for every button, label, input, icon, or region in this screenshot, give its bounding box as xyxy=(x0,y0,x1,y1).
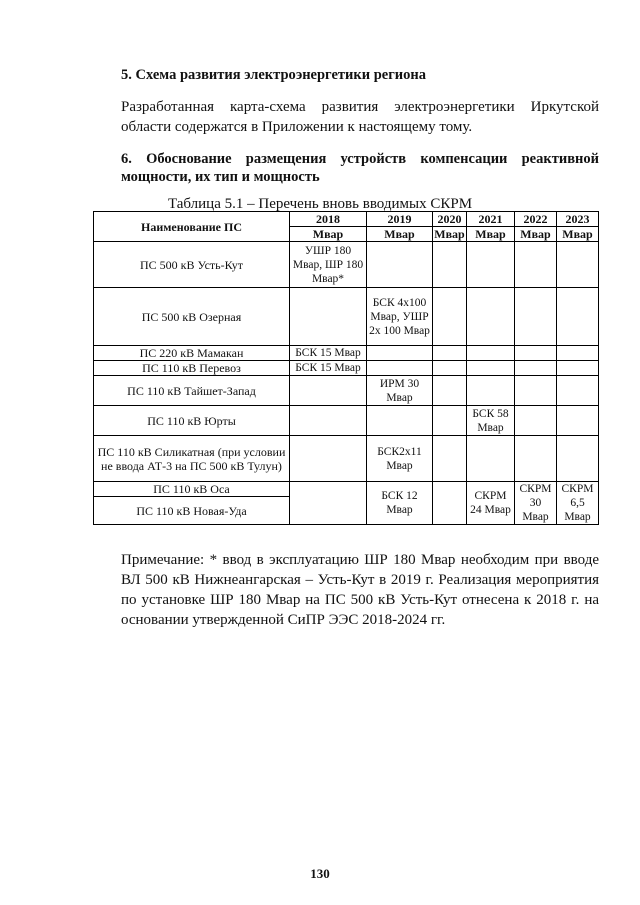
section-5-title: 5. Схема развития электроэнергетики региона xyxy=(121,67,426,83)
empty-cell xyxy=(433,436,467,482)
section-6-title: 6. Обоснование размещения устройств компенсации реактивной мощности, их тип и мощность xyxy=(121,151,599,185)
value-2021: СКРМ 24 Мвар xyxy=(467,482,515,525)
value-2021: БСК 58 Мвар xyxy=(467,406,515,436)
value-2023: СКРМ 6,5 Мвар xyxy=(557,482,599,525)
empty-cell xyxy=(433,242,467,288)
empty-cell xyxy=(433,361,467,376)
header-unit: Мвар xyxy=(515,227,557,242)
empty-cell xyxy=(467,346,515,361)
table-row xyxy=(94,288,599,346)
substation-name: ПС 500 кВ Озерная xyxy=(94,288,290,346)
table-caption: Таблица 5.1 – Перечень вновь вводимых СКРМ xyxy=(167,196,473,212)
header-year-2019: 2019 xyxy=(367,212,433,227)
table-row xyxy=(94,436,599,482)
substation-name: ПС 110 кВ Силикатная (при условии не ввода АТ-3 на ПС 500 кВ Тулун) xyxy=(94,436,290,482)
substation-name: ПС 110 кВ Новая-Уда xyxy=(94,497,290,525)
page-number: 130 xyxy=(310,866,330,881)
header-year-2018: 2018 xyxy=(290,212,367,227)
substation-name: ПС 220 кВ Мамакан xyxy=(94,346,290,361)
header-unit: Мвар xyxy=(367,227,433,242)
substation-name: ПС 500 кВ Усть-Кут xyxy=(94,242,290,288)
empty-cell xyxy=(367,406,433,436)
empty-cell xyxy=(515,406,557,436)
empty-cell xyxy=(557,346,599,361)
value-2018: БСК 15 Мвар xyxy=(290,361,367,376)
empty-cell xyxy=(433,406,467,436)
header-name: Наименование ПС xyxy=(94,212,290,242)
empty-cell xyxy=(433,288,467,346)
empty-cell xyxy=(433,482,467,525)
section-5-text: Разработанная карта-схема развития электроэнергетики Иркутской области содержатся в Приложении к настоящему тому. xyxy=(121,99,599,135)
empty-cell xyxy=(367,242,433,288)
empty-cell xyxy=(557,361,599,376)
substation-name: ПС 110 кВ Перевоз xyxy=(94,361,290,376)
empty-cell xyxy=(515,346,557,361)
empty-cell xyxy=(467,288,515,346)
empty-cell xyxy=(515,376,557,406)
empty-cell xyxy=(557,288,599,346)
empty-cell xyxy=(367,361,433,376)
substation-name: ПС 110 кВ Тайшет-Запад xyxy=(94,376,290,406)
value-2019: БСК 4x100 Мвар, УШР 2x 100 Мвар xyxy=(367,288,433,346)
empty-cell xyxy=(433,376,467,406)
empty-cell xyxy=(467,361,515,376)
value-2018: УШР 180 Мвар, ШР 180 Мвар* xyxy=(290,242,367,288)
empty-cell xyxy=(557,242,599,288)
empty-cell xyxy=(557,406,599,436)
value-2019: ИРМ 30 Мвар xyxy=(367,376,433,406)
skrm-table xyxy=(93,211,599,525)
table-row xyxy=(94,376,599,406)
empty-cell xyxy=(515,436,557,482)
empty-cell xyxy=(290,482,367,525)
empty-cell xyxy=(290,406,367,436)
empty-cell xyxy=(290,288,367,346)
header-unit: Мвар xyxy=(467,227,515,242)
empty-cell xyxy=(467,242,515,288)
header-unit: Мвар xyxy=(290,227,367,242)
table-row xyxy=(94,361,599,376)
empty-cell xyxy=(467,376,515,406)
table-note: Примечание: * ввод в эксплуатацию ШР 180 Мвар необходим при вводе ВЛ 500 кВ Нижнеангарская – Усть-Кут в 2019 г. Реализация мероприятия по установке ШР 180 Мвар на ПС 500 кВ Усть-Кут отнесена к 2018 г. на основании утвержденной СиПР ЭЭС 2018-2024 гг. xyxy=(121,552,599,628)
empty-cell xyxy=(290,376,367,406)
empty-cell xyxy=(290,436,367,482)
header-unit: Мвар xyxy=(557,227,599,242)
header-year-2022: 2022 xyxy=(515,212,557,227)
value-2019: БСК 12 Мвар xyxy=(367,482,433,525)
table-row xyxy=(94,346,599,361)
empty-cell xyxy=(515,361,557,376)
table-row xyxy=(94,242,599,288)
empty-cell xyxy=(433,346,467,361)
header-year-2021: 2021 xyxy=(467,212,515,227)
empty-cell xyxy=(557,436,599,482)
header-year-2023: 2023 xyxy=(557,212,599,227)
table-row xyxy=(94,406,599,436)
empty-cell xyxy=(557,376,599,406)
value-2019: БСК2х11 Мвар xyxy=(367,436,433,482)
empty-cell xyxy=(515,288,557,346)
empty-cell xyxy=(515,242,557,288)
header-unit: Мвар xyxy=(434,227,465,241)
value-2018: БСК 15 Мвар xyxy=(290,346,367,361)
empty-cell xyxy=(367,346,433,361)
substation-name: ПС 110 кВ Оса xyxy=(94,482,290,497)
empty-cell xyxy=(467,436,515,482)
value-2022: СКРМ 30 Мвар xyxy=(515,482,557,525)
header-year-2020: 2020 xyxy=(433,212,467,227)
substation-name: ПС 110 кВ Юрты xyxy=(94,406,290,436)
table-row xyxy=(94,482,599,497)
